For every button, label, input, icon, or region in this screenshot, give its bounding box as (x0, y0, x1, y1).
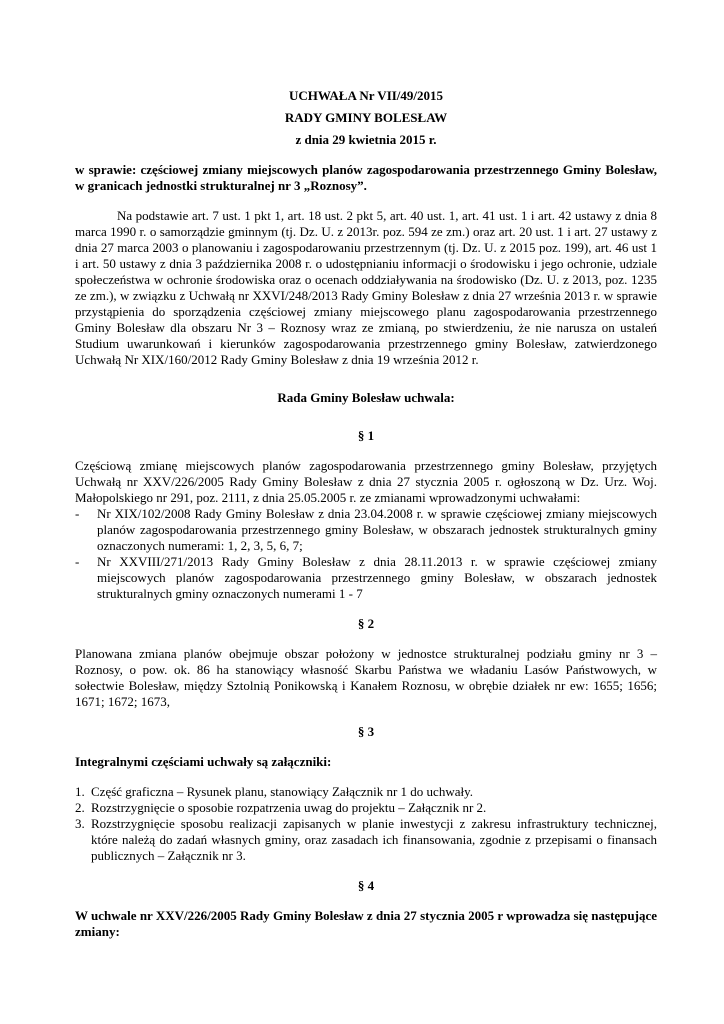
list-item: 3. Rozstrzygnięcie sposobu realizacji zapisanych w planie inwestycji z zakresu infrastruktury technicznej, które należą do zadań własnych gminy, oraz zasadach ich finansowania, zgodnie z przepisami o finansach publicznych – Załącznik nr 3. (75, 816, 657, 863)
resolution-title: UCHWAŁA Nr VII/49/2015 (288, 88, 444, 103)
section-3-heading: § 3 (357, 724, 375, 739)
section-1-intro: Częściową zmianę miejscowych planów zagospodarowania przestrzennego gminy Bolesław, przyjętych Uchwałą nr XXV/226/2005 Rady Gminy Bolesław z dnia 27 stycznia 2005 r. ogłoszoną w Dz. Urz. Woj. Małopolskiego nr 291, poz. 2111, z dnia 25.05.2005 r. ze zmianami wprowadzonymi uchwałami: (75, 458, 657, 505)
section-4-text: W uchwale nr XXV/226/2005 Rady Gminy Bolesław z dnia 27 stycznia 2005 r wprowadza się następujące zmiany: (75, 908, 657, 939)
section-4-heading: § 4 (357, 878, 375, 893)
section-1-list (75, 506, 657, 602)
council-name: RADY GMINY BOLESŁAW (284, 110, 448, 125)
section-2-text: Planowana zmiana planów obejmuje obszar położony w jednostce strukturalnej podziału gminy nr 3 – Roznosy, o pow. ok. 86 ha stanowiący własność Skarbu Państwa we władaniu Lasów Państwowych, w sołectwie Bolesław, między Sztolnią Ponikowską i Kanałem Roznosu, w obrębie działek nr ew: 1655; 1656; 1671; 1672; 1673, (75, 646, 657, 709)
resolution-date: z dnia 29 kwietnia 2015 r. (295, 132, 437, 147)
list-item: 1. Część graficzna – Rysunek planu, stanowiący Załącznik nr 1 do uchwały. (75, 784, 474, 799)
legal-basis-paragraph: Na podstawie art. 7 ust. 1 pkt 1, art. 18 ust. 2 pkt 5, art. 40 ust. 1, art. 41 ust. 1 i art. 42 ustawy z dnia 8 marca 1990 r. o samorządzie gminnym (tj. Dz. U. z 2013r. poz. 594 ze zm.) oraz art. 20 ust. 1 i art. 27 ustawy z dnia 27 marca 2003 o planowaniu i zagospodarowaniu przestrzennym (tj. Dz. U. z 2015 poz. 199), art. 46 ust 1 i art. 50 ustawy z dnia 3 października 2008 r. o udostępnianiu informacji o środowisku i jego ochronie, udziale społeczeństwa w ochronie środowiska oraz o ocenach oddziaływania na środowisko (Dz. U. z 2013, poz. 1235 ze zm.), w związku z Uchwałą nr XXVI/248/2013 Rady Gminy Bolesław z dnia 27 września 2013 r. w sprawie przystąpienia do sporządzenia częściowej zmiany miejscowego planu zagospodarowania przestrzennego Gminy Bolesław dla obszaru Nr 3 – Roznosy wraz ze zmianą, po stwierdzeniu, że nie narusza on ustaleń Studium uwarunkowań i kierunków zagospodarowania przestrzennego gminy Bolesław, zatwierdzonego Uchwałą Nr XIX/160/2012 Rady Gminy Bolesław z dnia 19 września 2012 r. (75, 208, 657, 367)
resolves-heading: Rada Gminy Bolesław uchwala: (277, 390, 455, 405)
list-item: 2. Rozstrzygnięcie o sposobie rozpatrzenia uwag do projektu – Załącznik nr 2. (75, 800, 487, 815)
resolution-subject: w sprawie: częściowej zmiany miejscowych planów zagospodarowania przestrzennego Gminy Bolesław, w granicach jednostki strukturalnej nr 3 „Roznosy”. (75, 162, 657, 193)
list-item: - Nr XXVIII/271/2013 Rady Gminy Bolesław z dnia 28.11.2013 r. w sprawie częściowej zmiany miejscowych planów zagospodarowania przestrzennego gminy Bolesław, w obszarach jednostek strukturalnych gminy oznaczonych numerami 1 - 7 (75, 554, 657, 601)
attachments-list (75, 784, 657, 864)
section-2-heading: § 2 (357, 616, 375, 631)
section-3-intro: Integralnymi częściami uchwały są załączniki: (75, 754, 332, 769)
section-1-heading: § 1 (357, 428, 375, 443)
list-item: - Nr XIX/102/2008 Rady Gminy Bolesław z dnia 23.04.2008 r. w sprawie częściowej zmiany miejscowych planów zagospodarowania przestrzennego gminy Bolesław, w obszarach jednostek strukturalnych gminy oznaczonych numerami: 1, 2, 3, 5, 6, 7; (75, 506, 657, 553)
document-page (75, 88, 657, 940)
